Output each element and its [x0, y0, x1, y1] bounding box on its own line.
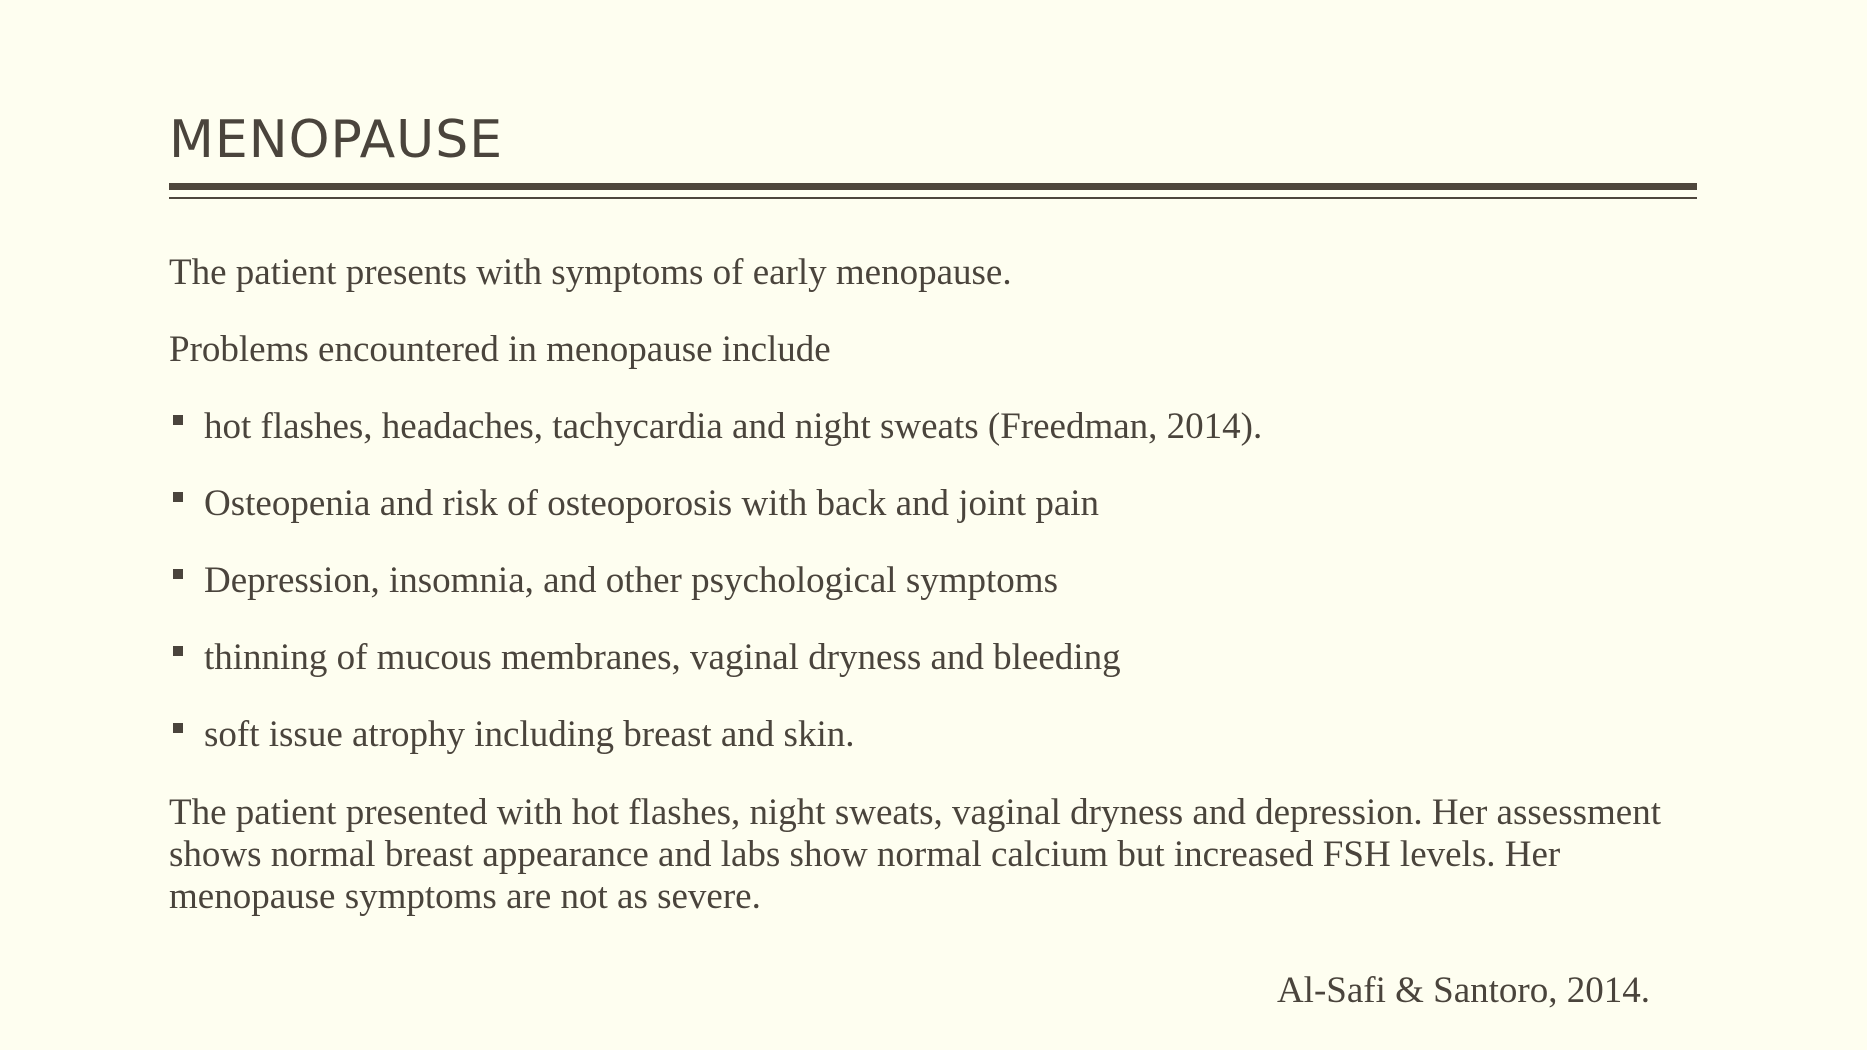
square-bullet-icon [173, 646, 183, 656]
bullet-text: Depression, insomnia, and other psychological symptoms [204, 560, 1058, 601]
bullet-text: soft issue atrophy including breast and skin. [204, 714, 855, 755]
citation: Al-Safi & Santoro, 2014. [1276, 970, 1650, 1011]
bullet-text: thinning of mucous membranes, vaginal dryness and bleeding [204, 637, 1121, 678]
summary-paragraph: The patient presented with hot flashes, night sweats, vaginal dryness and depression. Her assessment shows normal breast appearance and labs show normal calcium but increased FSH levels. Her menopause symptoms are not as severe. [169, 792, 1661, 917]
square-bullet-icon [173, 569, 183, 579]
title-rule-thin [169, 197, 1697, 199]
square-bullet-icon [173, 723, 183, 733]
problems-heading: Problems encountered in menopause include [169, 329, 831, 370]
square-bullet-icon [173, 415, 183, 425]
bullet-text: hot flashes, headaches, tachycardia and night sweats (Freedman, 2014). [204, 406, 1263, 447]
title-rule-thick [169, 183, 1697, 190]
slide-title: MENOPAUSE [169, 110, 504, 170]
square-bullet-icon [173, 492, 183, 502]
intro-paragraph: The patient presents with symptoms of early menopause. [169, 252, 1012, 293]
bullet-text: Osteopenia and risk of osteoporosis with back and joint pain [204, 483, 1100, 524]
